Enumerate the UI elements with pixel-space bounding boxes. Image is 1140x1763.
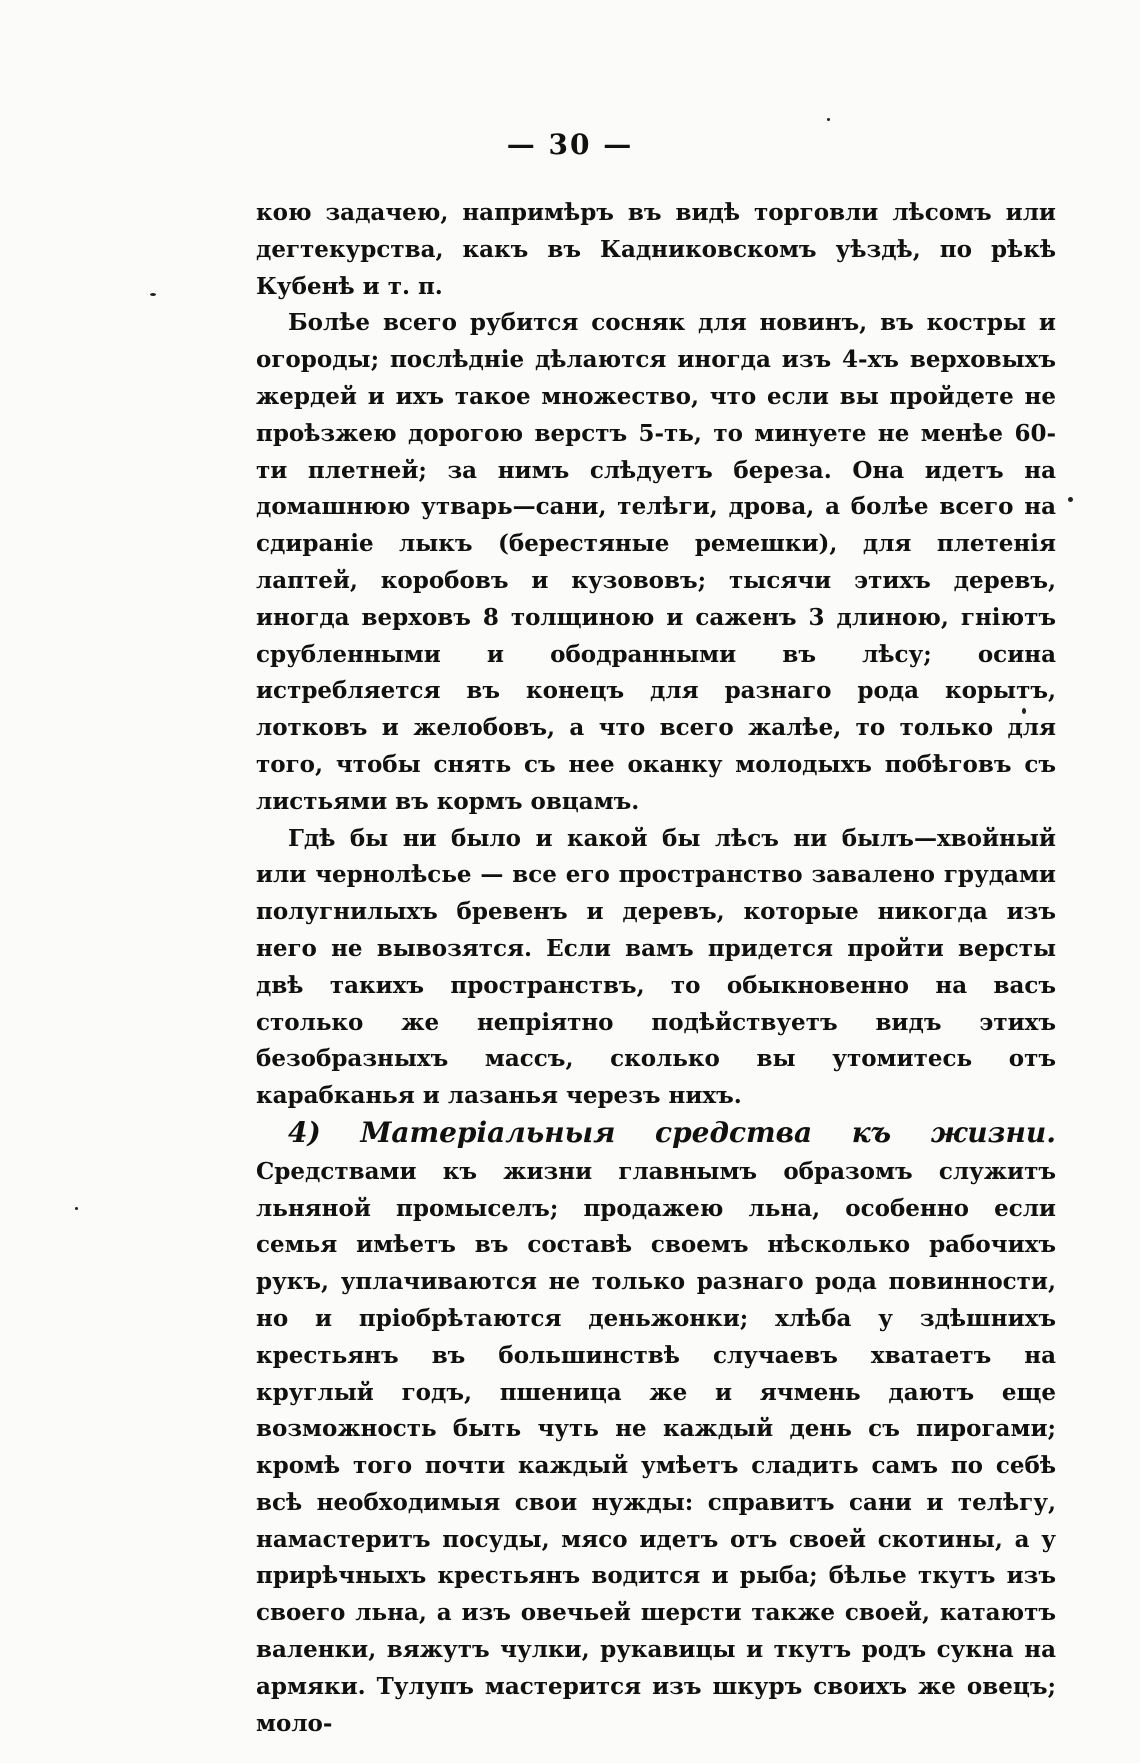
- paragraph-continuation: [256, 195, 1056, 305]
- paragraph-text: Гдѣ бы ни было и какой бы лѣсъ ни былъ—хвойный или чернолѣсье — все его пространство завалено грудами полугнилыхъ бревенъ и деревъ, которые никогда изъ него не вывозятся. Если вамъ придется пройти версты двѣ такихъ пространствъ, то обыкновенно на васъ столько же непріятно подѣйствуетъ видъ этихъ безобразныхъ массъ, сколько вы утомитесь отъ карабканья и лазанья черезъ нихъ.: [256, 824, 1056, 1110]
- scan-speck: [1068, 497, 1073, 502]
- scan-speck: [827, 118, 830, 121]
- page-number: — 30 —: [506, 128, 634, 161]
- section-heading: 4) Матеріальныя средства къ жизни.: [288, 1115, 1056, 1149]
- body-text: [256, 195, 1056, 1742]
- scan-speck: [1022, 708, 1026, 714]
- section-text: Средствами къ жизни главнымъ образомъ служитъ льняной промыселъ; продажею льна, особенно если семья имѣетъ въ составѣ своемъ нѣсколько рабочихъ рукъ, уплачиваются не только разнаго рода повинности, но и пріобрѣтаются деньжонки; хлѣба у здѣшнихъ крестьянъ въ большинствѣ случаевъ хватаетъ на круглый годъ, пшеница же и ячмень даютъ еще возможность быть чуть не каждый день съ пирогами; кромѣ того почти каждый умѣетъ сладить самъ по себѣ всѣ необходимыя свои нужды: справитъ сани и телѣгу, намастеритъ посуды, мясо идетъ отъ своей скотины, а у прирѣчныхъ крестьянъ водится и рыба; бѣлье ткутъ изъ своего льна, а изъ овечьей шерсти также своей, катаютъ валенки, вяжутъ чулки, рукавицы и ткутъ родъ сукна на армяки. Тулупъ мастерится изъ шкуръ своихъ же овецъ; моло-: [256, 1157, 1056, 1737]
- paragraph-section-4: [256, 1115, 1056, 1743]
- scan-speck: [75, 1207, 78, 1210]
- paragraph-forest-debris: [256, 821, 1056, 1115]
- paragraph-text: кою задачею, напримѣръ въ видѣ торговли лѣсомъ или дегтекурства, какъ въ Кадниковскомъ уѣздѣ, по рѣкѣ Кубенѣ и т. п.: [256, 199, 1056, 300]
- paragraph-felling: [256, 305, 1056, 820]
- paragraph-text: Болѣе всего рубится сосняк для новинъ, въ костры и огороды; послѣдніе дѣлаются иногда изъ 4-хъ верховыхъ жердей и ихъ такое множество, что если вы пройдете не проѣзжею дорогою верстъ 5-ть, то минуете не менѣе 60-ти плетней; за нимъ слѣдуетъ береза. Она идетъ на домашнюю утварь—сани, телѣги, дрова, а болѣе всего на сдиранiе лыкъ (берестяные ремешки), для плетенія лаптей, коробовъ и кузововъ; тысячи этихъ деревъ, иногда верховъ 8 толщиною и саженъ 3 длиною, гніютъ срубленными и ободранными въ лѣсу; осина истребляется въ конецъ для разнаго рода корытъ, лотковъ и желобовъ, а что всего жалѣе, то только для того, чтобы снять съ нее оканку молодыхъ побѣговъ съ листьями въ кормъ овцамъ.: [256, 309, 1056, 815]
- scan-speck: [150, 293, 156, 296]
